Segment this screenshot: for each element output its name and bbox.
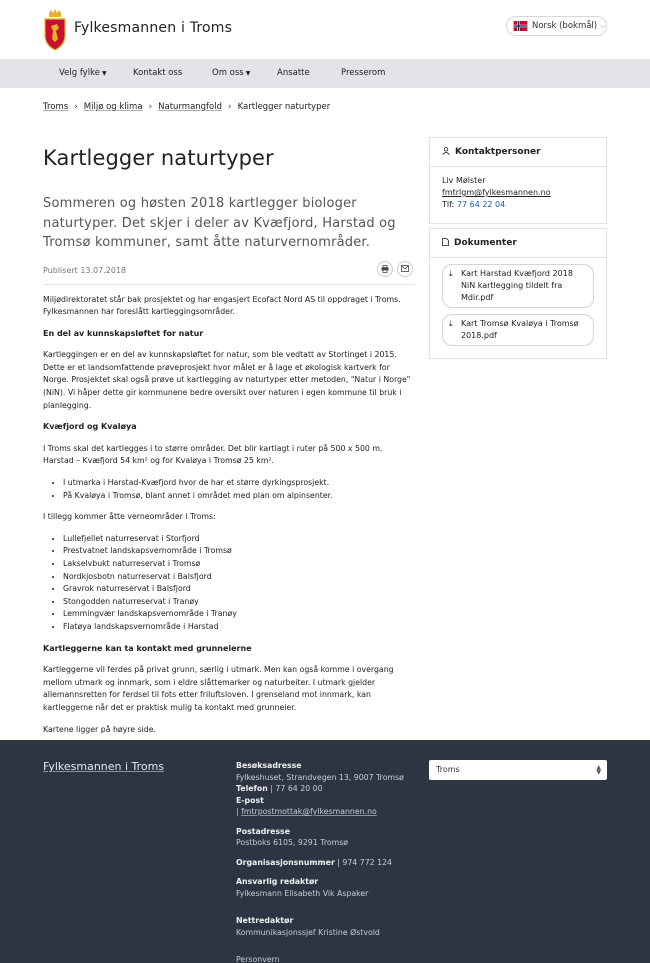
paragraph: Miljødirektoratet står bak prosjektet og har engasjert Ecofact Nord AS til oppdraget i Troms. Fylkesmannen har foreslått kartleggingsområder. — [43, 294, 401, 317]
list-item: • Lemmingvær landskapsvernområde i Tranøy — [63, 608, 415, 621]
document-link-harstad[interactable]: ⤓ Kart Harstad Kvæfjord 2018 NiN kartlegging tildelt fra Mdir.pdf — [442, 264, 594, 308]
county-select[interactable] — [429, 760, 607, 780]
section-heading: Kvæfjord og Kvaløya — [43, 422, 137, 432]
coat-of-arms-logo[interactable] — [43, 9, 67, 51]
post-address-label: Postadresse — [236, 826, 290, 836]
org-number-label: Organisasjonsnummer — [236, 857, 335, 867]
list-item: • Lullefjellet naturreservat i Storfjord — [63, 533, 415, 546]
documents-title: Dokumenter — [454, 238, 517, 248]
article-meta — [43, 261, 415, 285]
chevron-right-icon: › — [228, 102, 232, 112]
paragraph: Kartene ligger på høyre side. — [43, 724, 157, 734]
site-title[interactable]: Fylkesmannen i Troms — [74, 20, 233, 36]
language-label: Norsk (bokmål) — [532, 21, 598, 31]
post-address-value: Postboks 6105, 9291 Tromsø — [236, 838, 349, 847]
contacts-header — [430, 138, 606, 167]
paragraph: I Troms skal det kartlegges i to større områder. Det blir kartlagt i ruter på 500 x 500 m. Harstad – Kvæfjord 54 km² og for Kvaløya i Tromsø 25 km². — [43, 443, 383, 466]
page-title: Kartlegger naturtyper — [43, 146, 274, 170]
download-icon: ⤓ — [449, 269, 453, 278]
org-number-value: | 974 772 124 — [337, 857, 392, 867]
list-item: • På Kvaløya i Tromsø, blant annet i området med plan om alpinsenter. — [63, 490, 415, 503]
privacy-link[interactable]: Personvern — [236, 955, 280, 963]
contacts-card — [429, 137, 607, 224]
section-heading: Kartleggerne kan ta kontakt med grunneierne — [43, 643, 252, 653]
list-item: • Stongodden naturreservat i Tranøy — [63, 596, 415, 609]
editor-value: Fylkesmann Elisabeth Vik Aspaker — [236, 888, 369, 898]
paragraph: Kartleggerne vil ferdes på privat grunn, særlig i utmark. Men kan også komme i overgang mellom utmark og innmark, som i eldre slåttemarker og naturbeiter. I utmark gjelder allemannsretten for ferdsel til fots etter friluftsloven. I grenseland mot innmark, kan kartleggerne når det er praktisk mulig ta kontakt med grunneier. — [43, 665, 394, 712]
nav-item-presserom[interactable]: Presserom — [341, 68, 386, 78]
visit-address-label: Besøksadresse — [236, 761, 302, 770]
documents-header — [430, 229, 606, 258]
chevron-right-icon: › — [148, 102, 153, 112]
protected-areas-list — [63, 533, 415, 634]
breadcrumb-link-troms[interactable]: Troms — [43, 102, 69, 112]
select-arrows-icon: ▲ ▼ — [596, 764, 601, 776]
list-item: • I utmarka i Harstad-Kvæfjord hvor de har et større dyrkingsprosjekt. — [63, 477, 415, 490]
web-editor-value: Kommunikasjonssjef Kristine Østvold — [236, 927, 380, 937]
email-label: E-post — [236, 795, 264, 805]
published-date: Publisert 13.07.2018 — [43, 265, 127, 275]
article-body — [43, 294, 415, 737]
user-icon — [442, 147, 450, 157]
caret-down-icon: ▼ — [101, 70, 107, 77]
article — [43, 140, 415, 745]
area-list — [63, 477, 415, 502]
paragraph: Kartleggingen er en del av kunnskapsløftet for natur, som ble vedtatt av Stortinget i 2015. Dette er et landsomfattende prøveprosjekt hvor målet er å lage et økologisk kartverk for Norge. Prosjektet skal også prøve ut kartlegging av naturtyper etter metoden, "Natur i Norge" (NiN). Vi håper dette gir kommunene bedre oversikt over naturen i egen kommune til bruk i planlegging. — [43, 350, 411, 410]
phone-value: | 77 64 20 00 — [270, 784, 323, 793]
breadcrumb — [43, 102, 330, 112]
footer-site-title[interactable]: Fylkesmannen i Troms — [43, 760, 165, 773]
editor-label: Ansvarlig redaktør — [236, 877, 319, 886]
footer-contact-info: Besøksadresse Fylkeshuset, Strandvegen 13, 9007 Tromsø Telefon | 77 64 20 00 E-post | fmtrpostmottak@fylkesmannen.no Postadresse Postboks 6105, 9291 Tromsø Organisasjonsnummer | 974 772 124 Ansvarlig redaktør Fylkesmann Elisabeth Vik Aspaker Nettredaktør Kommunikasjonssjef Kristine Østvold Personvern — [236, 760, 426, 963]
nav-item-velg-fylke[interactable]: Velg fylke ▼ — [59, 68, 107, 78]
site-footer — [0, 740, 650, 963]
chevron-down-icon: ⌵ — [600, 21, 606, 30]
breadcrumb-link-naturmangfold[interactable]: Naturmangfold — [158, 102, 223, 112]
list-item: • Flatøya landskapsvernområde i Harstad — [63, 621, 415, 634]
document-icon — [442, 238, 449, 248]
nav-item-kontakt-oss[interactable]: Kontakt oss — [133, 68, 183, 78]
list-item: • Prestvatnet landskapsvernområde i Tromsø — [63, 545, 415, 558]
footer-email-link[interactable]: fmtrpostmottak@fylkesmannen.no — [241, 807, 377, 816]
list-item: • Lakselvbukt naturreservat i Tromsø — [63, 558, 415, 571]
caret-down-icon: ▼ — [245, 70, 251, 77]
breadcrumb-link-miljo[interactable]: Miljø og klima — [83, 102, 143, 112]
section-heading: En del av kunnskapsløftet for natur — [43, 328, 204, 338]
contacts-title: Kontaktpersoner — [455, 147, 541, 157]
visit-address-value: Fylkeshuset, Strandvegen 13, 9007 Tromsø — [236, 772, 404, 782]
phone-label: Telefon — [236, 784, 268, 793]
contact-phone-link[interactable]: 77 64 22 04 — [456, 200, 506, 209]
web-editor-label: Nettredaktør — [236, 916, 294, 925]
article-lead: Sommeren og høsten 2018 kartlegger biologer naturtyper. Det skjer i deler av Kvæfjord, Harstad og Tromsø kommuner, samt åtte naturvernområder. — [43, 196, 396, 250]
nav-item-ansatte[interactable]: Ansatte — [277, 68, 310, 78]
nav-item-om-oss[interactable]: Om oss ▼ — [212, 68, 251, 78]
county-select-value: Troms — [436, 765, 460, 774]
main-navigation — [0, 59, 650, 88]
list-item: • Nordkjosbotn naturreservat i Balsfjord — [63, 571, 415, 584]
contact-person — [430, 167, 606, 219]
document-link-kvaloya[interactable]: ⤓ Kart Tromsø Kvaløya i Tromsø 2018.pdf — [442, 314, 594, 346]
download-icon: ⤓ — [449, 319, 453, 328]
contact-name: Liv Mølster — [442, 176, 486, 185]
documents-card — [429, 228, 607, 359]
language-selector[interactable] — [506, 16, 607, 36]
breadcrumb-current: Kartlegger naturtyper — [237, 102, 331, 112]
contact-email-link[interactable]: fmtrlgm@fylkesmannen.no — [442, 188, 551, 197]
email-icon[interactable] — [397, 261, 413, 277]
norway-flag-icon — [513, 21, 528, 31]
print-icon[interactable] — [377, 261, 393, 277]
chevron-right-icon: › — [74, 102, 78, 112]
contact-phone: Tlf: 77 64 22 04 — [442, 200, 506, 209]
list-item: • Gravrok naturreservat i Balsfjord — [63, 583, 415, 596]
site-header — [0, 0, 650, 59]
paragraph: I tillegg kommer åtte verneområder i Troms: — [43, 512, 216, 522]
